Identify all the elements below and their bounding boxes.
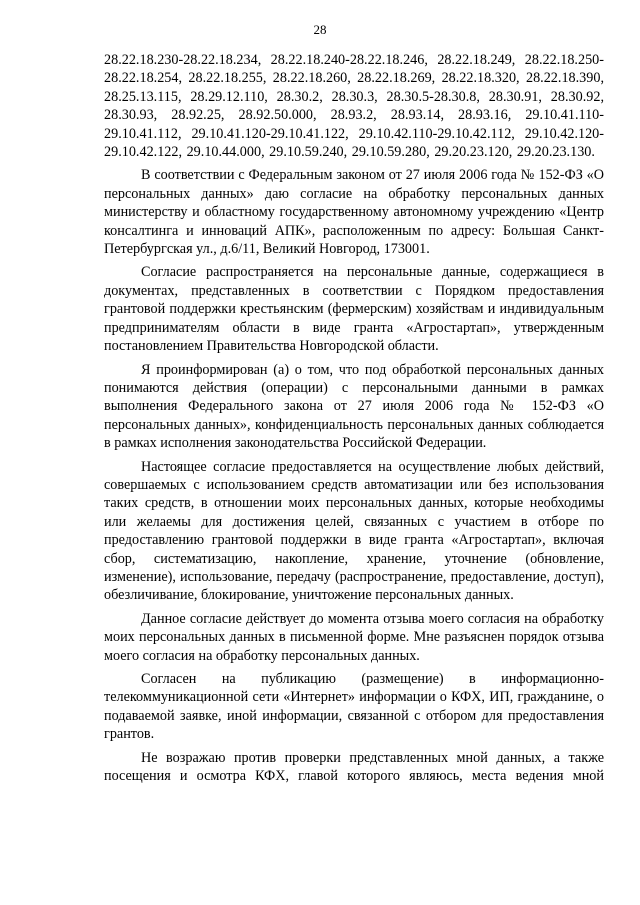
processing-actions-paragraph: Настоящее согласие предоставляется на осуществление любых действий, совершаемых с использованием средств автоматизации или без использования таких средств, в отношении моих персональных данных, которые необходимы или желаемы для достижения целей, связанных с участием в отборе по предоставлению грантовой поддержки в виде гранта «Агростартап», включая сбор, систематизацию, накопление, хранение, уточнение (обновление, изменение), использование, передачу (распространение, предоставление, доступ), обезличивание, блокирование, уничтожение персональных данных. <box>104 458 604 604</box>
publication-consent-paragraph: Согласен на публикацию (размещение) в информационно-телекоммуникационной сети «Интернет» информации о КФХ, ИП, гражданине, о подаваемой заявке, иной информации, связанной с отбором для предоставления грантов. <box>104 671 604 743</box>
verification-consent-paragraph: Не возражаю против проверки представленных мной данных, а также посещения и осмотра КФХ, главой которого являюсь, места ведения мной <box>104 749 604 785</box>
consent-validity-paragraph: Данное согласие действует до момента отзыва моего согласия на обработку моих персональных данных в письменной форме. Мне разъяснен порядок отзыва моего согласия на обработку персональных данных. <box>104 610 604 664</box>
consent-law-paragraph: В соответствии с Федеральным законом от 27 июля 2006 года № 152-ФЗ «О персональных данных» даю согласие на обработку персональных данных министерству и областному государственному автономному учреждению «Центр консалтинга и инноваций АПК», расположенным по адресу: Большая Санкт-Петербургская ул., д.6/11, Великий Новгород, 173001. <box>104 167 604 258</box>
consent-scope-paragraph: Согласие распространяется на персональные данные, содержащиеся в документах, представленных в соответствии с Порядком предоставления грантовой поддержки крестьянским (фермерским) хозяйствам и индивидуальным предпринимателям области в виде гранта «Агростартап», утвержденным постановлением Правительства Новгородской области. <box>104 264 604 355</box>
okpd-codes-paragraph: 28.22.18.230-28.22.18.234, 28.22.18.240-28.22.18.246, 28.22.18.249, 28.22.18.250-28.22.18.254, 28.22.18.255, 28.22.18.260, 28.22.18.269, 28.22.18.320, 28.22.18.390, 28.25.13.115, 28.29.12.110, 28.30.2, 28.30.3, 28.30.5-28.30.8, 28.30.91, 28.30.92, 28.30.93, 28.92.25, 28.92.50.000, 28.93.2, 28.93.14, 28.93.16, 29.10.41.110-29.10.41.112, 29.10.41.120-29.10.41.122, 29.10.42.110-29.10.42.112, 29.10.42.120-29.10.42.122, 29.10.44.000, 29.10.59.240, 29.10.59.280, 29.20.23.120, 29.20.23.130. <box>104 52 604 161</box>
page-number: 28 <box>313 22 327 37</box>
document-body <box>104 51 604 785</box>
informed-paragraph: Я проинформирован (а) о том, что под обработкой персональных данных понимаются действия (операции) с персональными данными в рамках выполнения Федерального закона от 27 июля 2006 года № 152-ФЗ «О персональных данных», конфиденциальность персональных данных соблюдается в рамках исполнения законодательства Российской Федерации. <box>104 361 604 452</box>
